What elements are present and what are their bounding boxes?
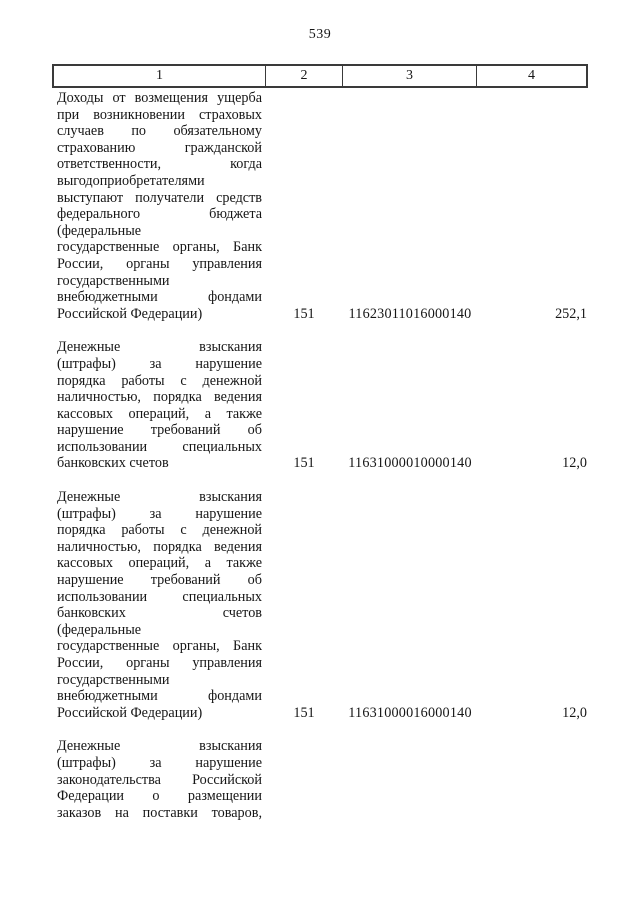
cell-description (52, 339, 265, 472)
text-line: нарушение требований об (57, 572, 262, 589)
text-line: порядка работы с денежной (57, 372, 262, 389)
text-line: выступают получатели средств (57, 189, 262, 206)
text-line: Федерации о размещении (57, 788, 262, 805)
text-line: (штрафы) за нарушение (57, 505, 262, 522)
text-line: банковских счетов (57, 605, 262, 622)
table-row (52, 90, 588, 322)
text-line: случаев по обязательному (57, 123, 262, 140)
cell-admin-code: 151 (293, 305, 315, 322)
table-row (52, 339, 588, 472)
text-line: выгодоприобретателями (57, 172, 205, 189)
cell-description (52, 489, 265, 721)
text-line: законодательства Российской (57, 771, 262, 788)
cell-budget-code: 11623011016000140 (348, 305, 472, 322)
table-body (52, 90, 588, 821)
text-line: кассовых операций, а также (57, 405, 262, 422)
text-line: заказов на поставки товаров, (57, 804, 262, 821)
cell-admin-code: 151 (293, 704, 315, 721)
text-line: нарушение требований об (57, 422, 262, 439)
text-line: Денежные взыскания (57, 738, 262, 755)
text-line: государственными (57, 272, 170, 289)
column-header-4: 4 (476, 66, 586, 86)
text-line: страхованию гражданской (57, 139, 262, 156)
text-line: (штрафы) за нарушение (57, 355, 262, 372)
budget-table (52, 64, 588, 821)
cell-description (52, 90, 265, 322)
text-line: (федеральные (57, 621, 142, 638)
table-row (52, 489, 588, 721)
page-number: 539 (308, 27, 332, 42)
text-line: наличностью, порядка ведения (57, 389, 262, 406)
text-line: банковских счетов (57, 455, 169, 472)
column-header-3: 3 (342, 66, 476, 86)
text-line: внебюджетными фондами (57, 688, 262, 705)
text-line: России, органы управления (57, 255, 262, 272)
text-line: государственные органы, Банк (57, 239, 262, 256)
cell-amount: 12,0 (562, 704, 587, 721)
cell-amount: 12,0 (562, 455, 587, 472)
cell-amount: 252,1 (555, 305, 587, 322)
text-line: порядка работы с денежной (57, 522, 262, 539)
cell-description (52, 738, 265, 821)
cell-budget-code: 11631000016000140 (348, 704, 472, 721)
text-line: России, органы управления (57, 655, 262, 671)
text-line: наличностью, порядка ведения (57, 538, 262, 555)
text-line: использовании специальных (57, 588, 262, 605)
text-line: использовании специальных (57, 438, 262, 455)
text-line: (штрафы) за нарушение (57, 754, 262, 771)
text-line: внебюджетными фондами (57, 289, 262, 306)
text-line: Денежные взыскания (57, 489, 262, 506)
text-line: Российской Федерации) (57, 305, 203, 322)
text-line: федерального бюджета (57, 206, 262, 223)
cell-admin-code: 151 (293, 455, 315, 472)
text-line: государственными (57, 671, 170, 688)
text-line: Денежные взыскания (57, 339, 262, 356)
cell-budget-code: 11631000010000140 (348, 455, 472, 472)
table-row (52, 738, 588, 821)
text-line: государственные органы, Банк (57, 638, 262, 655)
column-header-1: 1 (156, 68, 163, 83)
text-line: Российской Федерации) (57, 704, 203, 721)
text-line: Доходы от возмещения ущерба (57, 90, 262, 106)
text-line: кассовых операций, а также (57, 555, 262, 572)
text-line: ответственности, когда (57, 156, 262, 173)
text-line: (федеральные (57, 222, 142, 239)
text-line: при возникновении страховых (57, 106, 262, 123)
column-header-2: 2 (265, 66, 342, 86)
table-header-row (52, 64, 588, 88)
